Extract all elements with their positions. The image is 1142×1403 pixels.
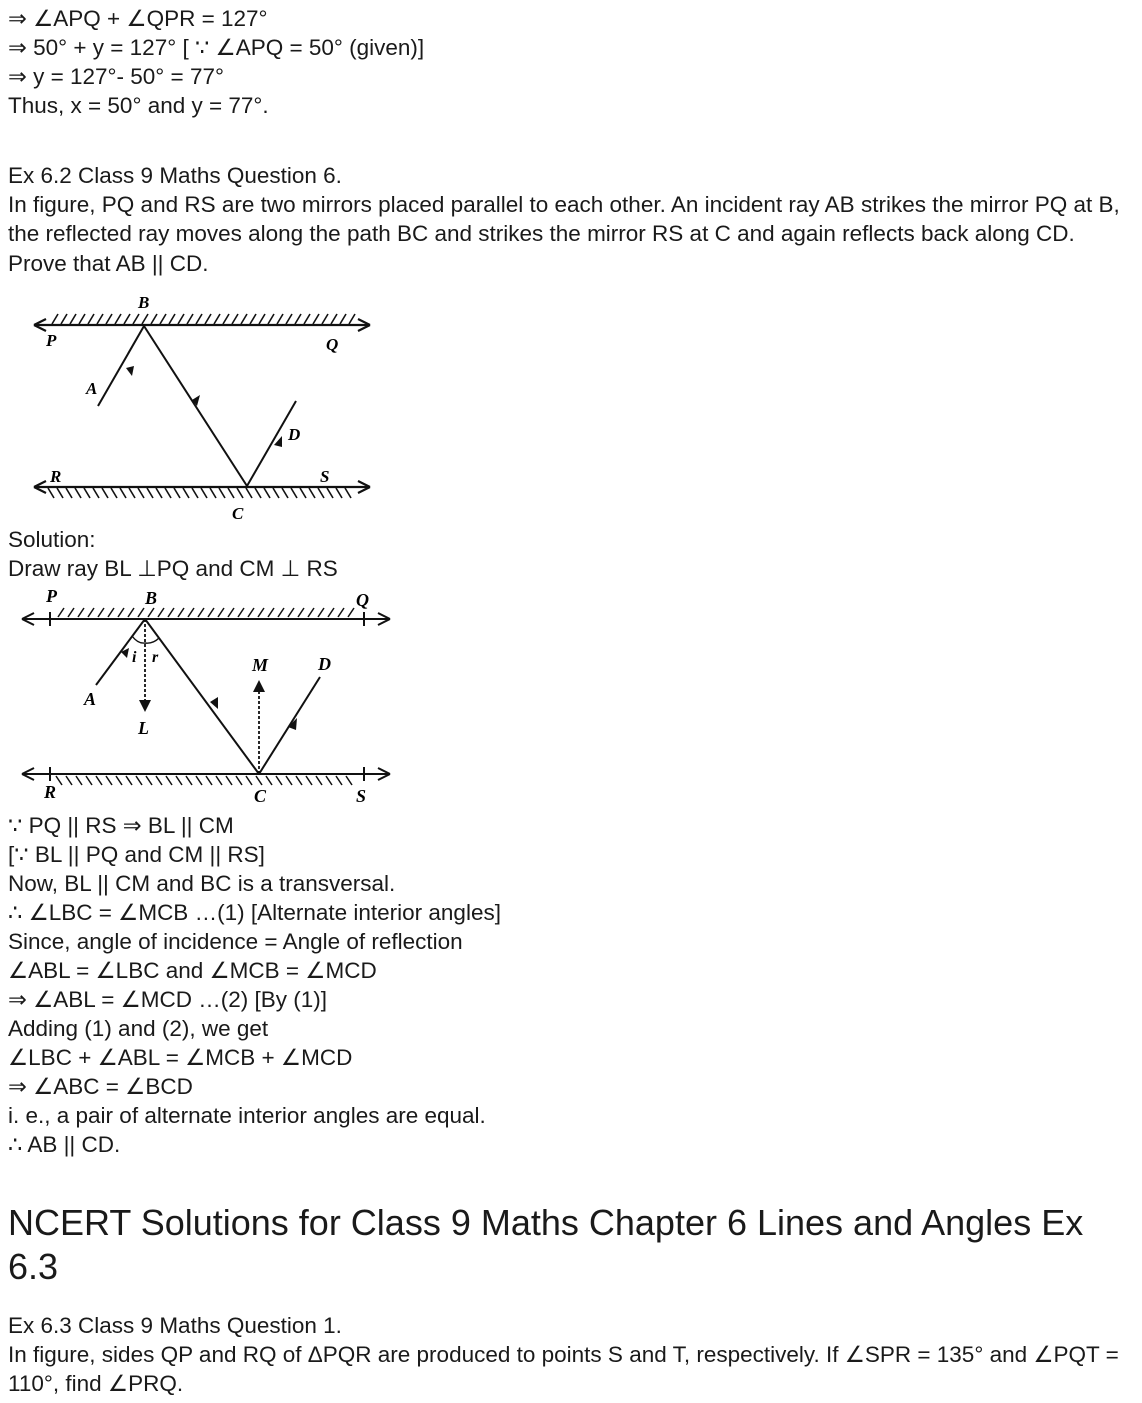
label-b: B (145, 588, 158, 608)
question-text: In figure, PQ and RS are two mirrors placed parallel to each other. An incident ray AB strikes the mirror PQ at B, the reflected ray moves along the path BC and strikes the mirror RS at C and again reflects back along CD. Prove that AB || CD. (8, 192, 1120, 276)
mirror-rs-hatching (48, 488, 351, 498)
proof-line: ⇒ ∠ABC = ∠BCD (8, 1074, 193, 1099)
mirror-rs-hatching (56, 776, 352, 785)
proof-line: ⇒ ∠ABL = ∠MCD …(2) [By (1)] (8, 987, 328, 1012)
proof-line: Since, angle of incidence = Angle of reflection (8, 929, 463, 954)
proof-line: ∴ ∠LBC = ∠MCB …(1) [Alternate interior angles] (8, 900, 501, 925)
mirror-pq-hatching (52, 314, 355, 324)
proof-line: ∠LBC + ∠ABL = ∠MCB + ∠MCD (8, 1045, 353, 1070)
label-p: P (46, 331, 57, 350)
solution-line: ⇒ y = 127°- 50° = 77° (8, 64, 224, 89)
arrow-cm (253, 680, 265, 692)
label-m: M (252, 655, 269, 675)
label-c: C (254, 786, 267, 806)
arrow-bc (192, 395, 200, 406)
label-b: B (138, 293, 150, 312)
section-heading: NCERT Solutions for Class 9 Maths Chapter 6 Lines and Angles Ex 6.3 (8, 1202, 1084, 1287)
proof-line: ∵ PQ || RS ⇒ BL || CM (8, 813, 234, 838)
question-title: Ex 6.2 Class 9 Maths Question 6. (8, 163, 342, 188)
label-r-angle: r (152, 649, 159, 666)
solution-label: Solution: (8, 527, 96, 552)
label-r: R (50, 467, 62, 486)
ray-ab (96, 619, 145, 685)
label-a: A (86, 379, 98, 398)
ray-bc (144, 326, 247, 486)
label-c: C (232, 504, 244, 523)
mirror-pq (22, 612, 390, 626)
angle-arc-r (145, 638, 159, 643)
label-s: S (356, 786, 367, 806)
figure-mirrors-reflection (20, 288, 390, 524)
construction-text: Draw ray BL ⊥PQ and CM ⊥ RS (8, 556, 338, 581)
label-r: R (44, 782, 57, 802)
angle-arc-i (132, 636, 145, 643)
label-p: P (46, 586, 57, 606)
solution-line: ⇒ ∠APQ + ∠QPR = 127° (8, 6, 268, 31)
label-s: S (320, 467, 330, 486)
question-title: Ex 6.3 Class 9 Maths Question 1. (8, 1313, 342, 1338)
figure-normals-construction (18, 582, 398, 810)
label-d: D (318, 654, 331, 674)
arrow-ab (126, 366, 134, 376)
arrow-bl (139, 700, 151, 712)
proof-line: Now, BL || CM and BC is a transversal. (8, 871, 396, 896)
solution-line: ⇒ 50° + y = 127° [ ∵ ∠APQ = 50° (given)] (8, 35, 425, 60)
mirror-pq (34, 319, 370, 331)
label-q: Q (326, 335, 339, 354)
proof-line: Adding (1) and (2), we get (8, 1016, 269, 1041)
question-text: In figure, sides QP and RQ of ΔPQR are produced to points S and T, respectively. If ∠SPR = 135° and ∠PQT = 110°, find ∠PRQ. (8, 1342, 1119, 1397)
ray-ab (98, 326, 144, 406)
label-q: Q (356, 590, 369, 610)
label-i: i (132, 649, 137, 666)
label-l: L (138, 718, 149, 738)
mirror-pq-hatching (58, 608, 354, 617)
solution-line: Thus, x = 50° and y = 77°. (8, 93, 269, 118)
label-d: D (288, 425, 301, 444)
proof-line: i. e., a pair of alternate interior angles are equal. (8, 1103, 486, 1128)
proof-line: [∵ BL || PQ and CM || RS] (8, 842, 265, 867)
proof-line: ∠ABL = ∠LBC and ∠MCB = ∠MCD (8, 958, 377, 983)
label-a: A (84, 689, 97, 709)
arrow-bc (210, 697, 218, 709)
ray-bc (145, 619, 259, 774)
proof-line: ∴ AB || CD. (8, 1132, 121, 1157)
